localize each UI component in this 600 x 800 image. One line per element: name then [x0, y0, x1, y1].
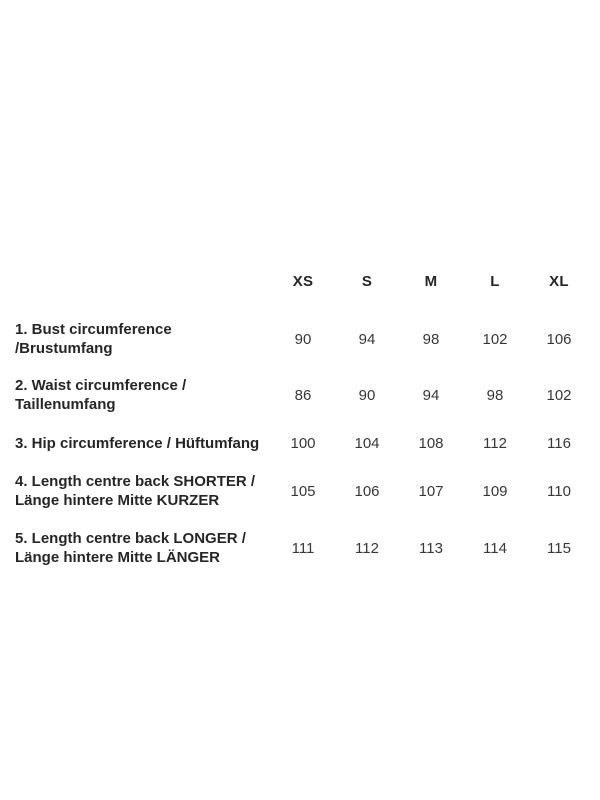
cell-length-shorter-l: 109 — [482, 482, 508, 500]
cell-waist-xs: 86 — [294, 386, 312, 404]
table-row-length-longer — [15, 529, 591, 567]
cell-bust-m: 98 — [422, 330, 440, 348]
cell-bust-xl: 106 — [546, 330, 572, 348]
column-header-m: M — [424, 272, 438, 290]
cell-hip-s: 104 — [354, 434, 380, 452]
column-header-l: L — [490, 272, 500, 290]
cell-length-shorter-xs: 105 — [290, 482, 316, 500]
row-label-bust: 1. Bust circumference /Brustumfang — [15, 321, 172, 357]
size-chart-header-row — [15, 271, 591, 291]
cell-length-longer-s: 112 — [355, 539, 379, 557]
column-header-s: S — [361, 272, 373, 290]
table-row-waist — [15, 376, 591, 414]
cell-length-longer-l: 114 — [483, 539, 507, 557]
cell-length-shorter-s: 106 — [354, 482, 380, 500]
cell-hip-xl: 116 — [547, 434, 571, 452]
cell-hip-xs: 100 — [290, 434, 316, 452]
column-header-xs: XS — [292, 272, 314, 290]
row-label-length-longer: 5. Length centre back LONGER / Länge hintere Mitte LÄNGER — [15, 530, 246, 566]
cell-length-longer-xs: 111 — [291, 539, 315, 557]
cell-length-longer-m: 113 — [419, 539, 443, 557]
cell-waist-xl: 102 — [546, 386, 572, 404]
cell-length-shorter-xl: 110 — [547, 482, 571, 500]
cell-bust-l: 102 — [482, 330, 508, 348]
table-row-bust — [15, 320, 591, 358]
column-header-xl: XL — [549, 272, 569, 290]
cell-bust-s: 94 — [358, 330, 376, 348]
row-label-waist: 2. Waist circumference / Taillenumfang — [15, 377, 187, 413]
cell-hip-l: 112 — [483, 434, 507, 452]
cell-hip-m: 108 — [418, 434, 444, 452]
cell-length-shorter-m: 107 — [418, 482, 444, 500]
cell-waist-l: 98 — [486, 386, 504, 404]
cell-waist-m: 94 — [422, 386, 440, 404]
row-label-hip: 3. Hip circumference / Hüftumfang — [15, 434, 260, 452]
table-row-hip — [15, 433, 591, 453]
cell-bust-xs: 90 — [294, 330, 312, 348]
row-label-length-shorter: 4. Length centre back SHORTER / Länge hintere Mitte KURZER — [15, 473, 256, 509]
cell-waist-s: 90 — [358, 386, 376, 404]
cell-length-longer-xl: 115 — [547, 539, 571, 557]
table-row-length-shorter — [15, 472, 591, 510]
